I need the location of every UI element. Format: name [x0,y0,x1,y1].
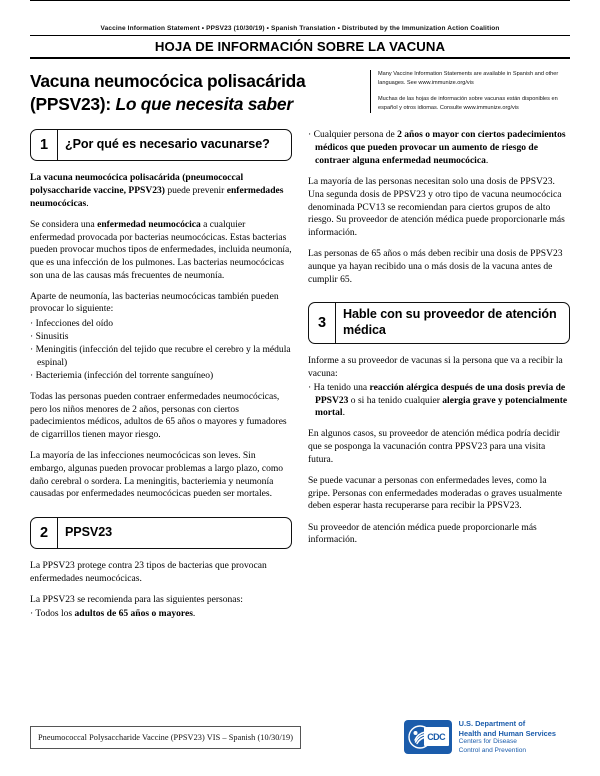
section1-bullet-list [30,318,292,383]
section3-bullet-1-bold-2: alergia grave y potencialmente mortal [315,394,568,419]
banner-title: HOJA DE INFORMACIÓN SOBRE LA VACUNA [154,38,446,54]
bullet-dot-icon: · [30,369,34,381]
language-note-english: Many Vaccine Information Statements are available in Spanish and other languages. See www.immunize.org/vis [378,71,559,87]
bullet-dot-icon: · [308,129,312,141]
section2-bullet-2-bold: 2 años o mayor con ciertos padecimientos médicos que pueden provocar un aumento de riesgo de contraer alguna enfermedad neumocócica [315,129,566,166]
section-number-3: 3 [309,303,336,343]
bullet-dot-icon: · [30,608,34,620]
section3-bullet-1 [314,382,568,418]
list-item [308,382,570,420]
section2-paragraph-1: La PPSV23 protege contra 23 tipos de bacterias que provocan enfermedades neumocócicas. [30,560,267,584]
section-heading-2 [30,517,292,549]
list-item [30,344,292,369]
section2-bullet-1-bold: adultos de 65 años o mayores [74,608,193,620]
list-item [30,608,292,621]
list-item [308,129,570,167]
list-item [30,318,292,331]
section-heading-3 [308,302,570,344]
section1-bullet-3-text: Meningitis (infección del tejido que recubre el cerebro y la médula espinal) [35,344,291,368]
page-title-line2-prefix: (PPSV23): [30,93,116,114]
section2-paragraph-4: Las personas de 65 años o más deben recibir una dosis de PPSV23 aunque ya hayan recibido una o más dosis de la vacuna antes de cumplir 65. [308,248,563,285]
section2-bullet-2-period: . [485,154,489,166]
section3-bullet-list [308,382,570,420]
agency-line-4: Control and Prevention [458,747,527,755]
title-block [30,59,570,115]
bullet-dot-icon: · [30,317,34,329]
section2-bullet-1-period: . [192,608,196,620]
section2-paragraph-3: La mayoría de las personas necesitan solo una dosis de PPSV23. Una segunda dosis de PPSV23 y otro tipo de vacuna neumocócica denominada PCV13 se recomiendan para ciertos grupos de alto riesgo. Su proveedor de atención médica puede proporcionarle más información. [308,176,565,239]
page-title-line2-italic: Lo que necesita saber [115,93,293,114]
section2-paragraph-2: La PPSV23 se recomienda para las siguientes personas: [30,593,243,605]
right-column [308,129,570,629]
bullet-dot-icon: · [30,344,34,355]
section1-paragraph-4: Todas las personas pueden contraer enfermedades neumocócicas, pero los niños menores de 2 años, personas con ciertos padecimientos médicos, adultos de 65 años o mayores y fumadores de cigarrillos tienen mayor riesgo. [30,391,287,441]
bullet-dot-icon: · [30,330,34,342]
agency-line-1: U.S. Department of [458,718,526,728]
cdc-logo-icon: CDC [424,727,449,746]
body-columns [30,129,570,629]
section-title-3: Hable con su proveedor de atención médica [343,307,557,337]
list-item [30,370,292,383]
section-number-1: 1 [31,130,58,160]
section2-bullet-list-continued [308,129,570,167]
agency-line-3: Centers for Disease [458,738,517,746]
section1-p2-tail: a cualquier enfermedad provocada por bacterias neumocócicas. Estas bacterias pueden provocar muchos tipos de enfermedades, incluida neumonía, que es una infección de los pulmones. Las bacterias neumocócicas son una de las causas más frecuentes de neumonía. [30,218,292,281]
section1-paragraph-3: Aparte de neumonía, las bacterias neumocócicas también pueden provocar lo siguiente: [30,290,279,315]
agency-logo-group [404,719,556,756]
section1-paragraph-5: La mayoría de las infecciones neumocócicas son leves. Sin embargo, algunas pueden provocar problemas a largo plazo, como daño cerebral o sordera. La meningitis, bacteriemia y neumonía causadas por enfermedades neumocócicas pueden ser mortales. [30,450,284,500]
hhs-seal-icon [404,720,452,754]
section-number-2: 2 [31,518,58,548]
section1-p1-bold-tail: enfermedades neumocócicas [30,184,284,209]
vis-source-strip: Vaccine Information Statement • PPSV23 (10/30/19) • Spanish Translation • Distributed by the Immunization Action Coalition [100,25,500,32]
section3-bullet-1-bold-1: reacción alérgica después de una dosis previa de PPSV23 [315,381,566,406]
section1-p2-bold: enfermedad neumocócica [97,218,201,230]
left-column [30,129,292,629]
page-title-line1: Vacuna neumocócica polisacárida [30,71,306,91]
section3-bullet-1-period: . [342,407,345,419]
section1-bullet-1-text: Infecciones del oído [35,317,113,329]
section3-paragraph-1: Informe a su proveedor de vacunas si la persona que va a recibir la vacuna: [308,355,563,379]
section3-paragraph-2: En algunos casos, su proveedor de atención médica podría decidir que se posponga la vacunación contra PPSV23 para una visita futura. [308,428,560,465]
section1-p1-mid: puede prevenir [164,184,227,196]
section1-paragraph-2 [30,219,292,282]
section1-p1-period: . [86,197,89,209]
section3-paragraph-4: Su proveedor de atención médica puede proporcionarle más información. [308,521,537,546]
section1-bullet-4-text: Bacteriemia (infección del torrente sanguíneo) [35,369,214,381]
document-id-box: Pneumococcal Polysaccharide Vaccine (PPSV23) VIS – Spanish (10/30/19) [30,726,301,749]
section3-bullet-1-mid: o si ha tenido cualquier [348,394,443,406]
page-footer [30,719,570,756]
section1-p2-lead: Se considera una [30,218,98,230]
section1-bullet-2-text: Sinusitis [35,330,69,342]
section1-p1-bold-lead: La vacuna neumocócica polisacárida (pneumococcal polysaccharide vaccine, PPSV23) [30,172,244,196]
section1-paragraph-1 [30,172,292,210]
page-title [30,70,360,115]
section2-bullet-1 [35,608,195,619]
language-note-spanish: Muchas de las hojas de información sobre vacunas están disponibles en español y otros idiomas. Consulte www.immunize.org/vis [378,96,558,112]
section2-bullet-list [30,608,292,621]
section2-bullet-1-lead: Todos los [35,608,75,620]
agency-line-2: Health and Human Services [458,728,556,738]
section-title-2: PPSV23 [65,524,113,539]
agency-name-text [459,719,556,756]
section3-paragraph-3: Se puede vacunar a personas con enfermedades leves, como la gripe. Personas con enfermedades moderadas o graves usualmente deben esperar hasta recuperarse para recibir la PPSV23. [308,475,562,512]
language-availability-note [370,70,570,113]
section2-bullet-2 [314,129,566,165]
section-title-1: ¿Por qué es necesario vacunarse? [65,137,270,152]
section3-bullet-1-lead: Ha tenido una [313,381,370,393]
section-heading-1 [30,129,292,161]
list-item [30,331,292,344]
bullet-dot-icon: · [308,381,312,393]
section2-bullet-2-lead: Cualquier persona de [313,129,398,141]
